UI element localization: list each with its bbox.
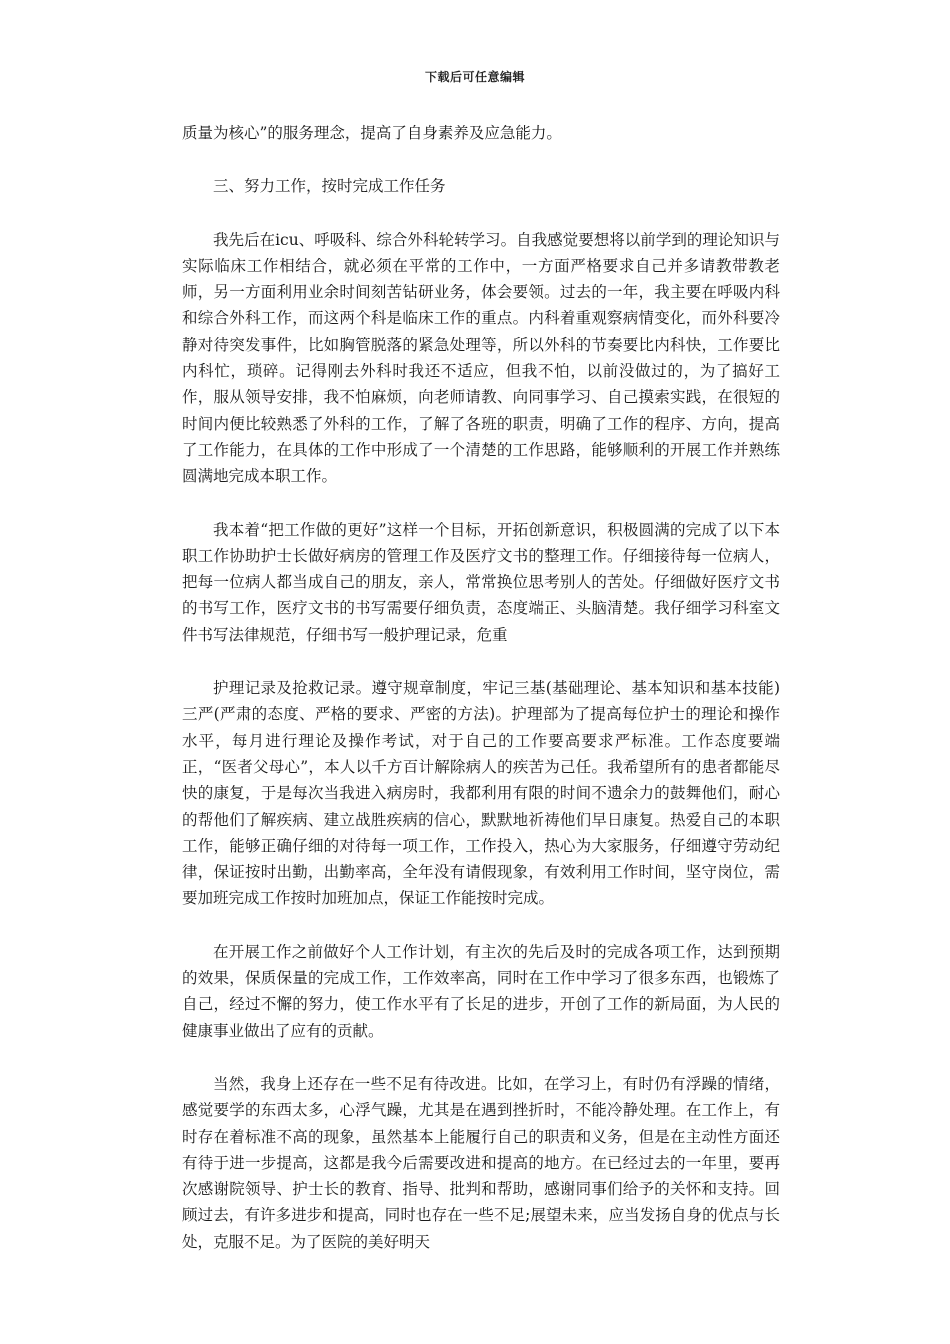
- document-body: [182, 120, 780, 1282]
- body-paragraph: 我先后在icu、呼吸科、综合外科轮转学习。自我感觉要想将以前学到的理论知识与实际临床工作相结合，就必须在平常的工作中，一方面严格要求自己并多请教带教老师，另一方面利用业余时间刻苦钻研业务，体会要领。过去的一年，我主要在呼吸内科和综合外科工作，而这两个科是临床工作的重点。内科着重观察病情变化，而外科要冷静对待突发事件，比如胸管脱落的紧急处理等，所以外科的节奏要比内科快，工作要比内科忙，琐碎。记得刚去外科时我还不适应，但我不怕，以前没做过的，为了搞好工作，服从领导安排，我不怕麻烦，向老师请教、向同事学习、自己摸索实践，在很短的时间内便比较熟悉了外科的工作，了解了各班的职责，明确了工作的程序、方向，提高了工作能力，在具体的工作中形成了一个清楚的工作思路，能够顺利的开展工作并熟练圆满地完成本职工作。: [182, 230, 780, 486]
- body-paragraph: 我本着“把工作做的更好”这样一个目标，开拓创新意识，积极圆满的完成了以下本职工作协助护士长做好病房的管理工作及医疗文书的整理工作。仔细接待每一位病人，把每一位病人都当成自己的朋友，亲人，常常换位思考别人的苦处。仔细做好医疗文书的书写工作，医疗文书的书写需要仔细负责，态度端正、头脑清楚。我仔细学习科室文件书写法律规范，仔细书写一般护理记录，危重: [182, 520, 780, 644]
- body-paragraph: 在开展工作之前做好个人工作计划，有主次的先后及时的完成各项工作，达到预期的效果，保质保量的完成工作，工作效率高，同时在工作中学习了很多东西，也锻炼了自己，经过不懈的努力，使工作水平有了长足的进步，开创了工作的新局面，为人民的健康事业做出了应有的贡献。: [182, 942, 780, 1040]
- section-heading: 三、努力工作，按时完成工作任务: [213, 177, 446, 196]
- body-paragraph: 当然，我身上还存在一些不足有待改进。比如，在学习上，有时仍有浮躁的情绪，感觉要学的东西太多，心浮气躁，尤其是在遇到挫折时，不能冷静处理。在工作上，有时存在着标准不高的现象，虽然基本上能履行自己的职责和义务，但是在主动性方面还有待于进一步提高，这都是我今后需要改进和提高的地方。在已经过去的一年里，要再次感谢院领导、护士长的教育、指导、批判和帮助，感谢同事们给予的关怀和支持。回顾过去，有许多进步和提高，同时也存在一些不足;展望未来，应当发扬自身的优点与长处，克服不足。为了医院的美好明天: [182, 1074, 780, 1251]
- page-header-title: 下载后可任意编辑: [424, 70, 525, 84]
- continuation-paragraph: 质量为核心”的服务理念，提高了自身素养及应急能力。: [182, 124, 562, 142]
- body-paragraph: 护理记录及抢救记录。遵守规章制度，牢记三基(基础理论、基本知识和基本技能)三严(严肃的态度、严格的要求、严密的方法)。护理部为了提高每位护士的理论和操作水平，每月进行理论及操作考试，对于自己的工作要高要求严标准。工作态度要端正，“医者父母心”，本人以千方百计解除病人的疾苦为己任。我希望所有的患者都能尽快的康复，于是每次当我进入病房时，我都利用有限的时间不遗余力的鼓舞他们，耐心的帮他们了解疾病、建立战胜疾病的信心，默默地祈祷他们早日康复。热爱自己的本职工作，能够正确仔细的对待每一项工作，工作投入，热心为大家服务，仔细遵守劳动纪律，保证按时出勤，出勤率高，全年没有请假现象，有效利用工作时间，坚守岗位，需要加班完成工作按时加班加点，保证工作能按时完成。: [182, 679, 780, 908]
